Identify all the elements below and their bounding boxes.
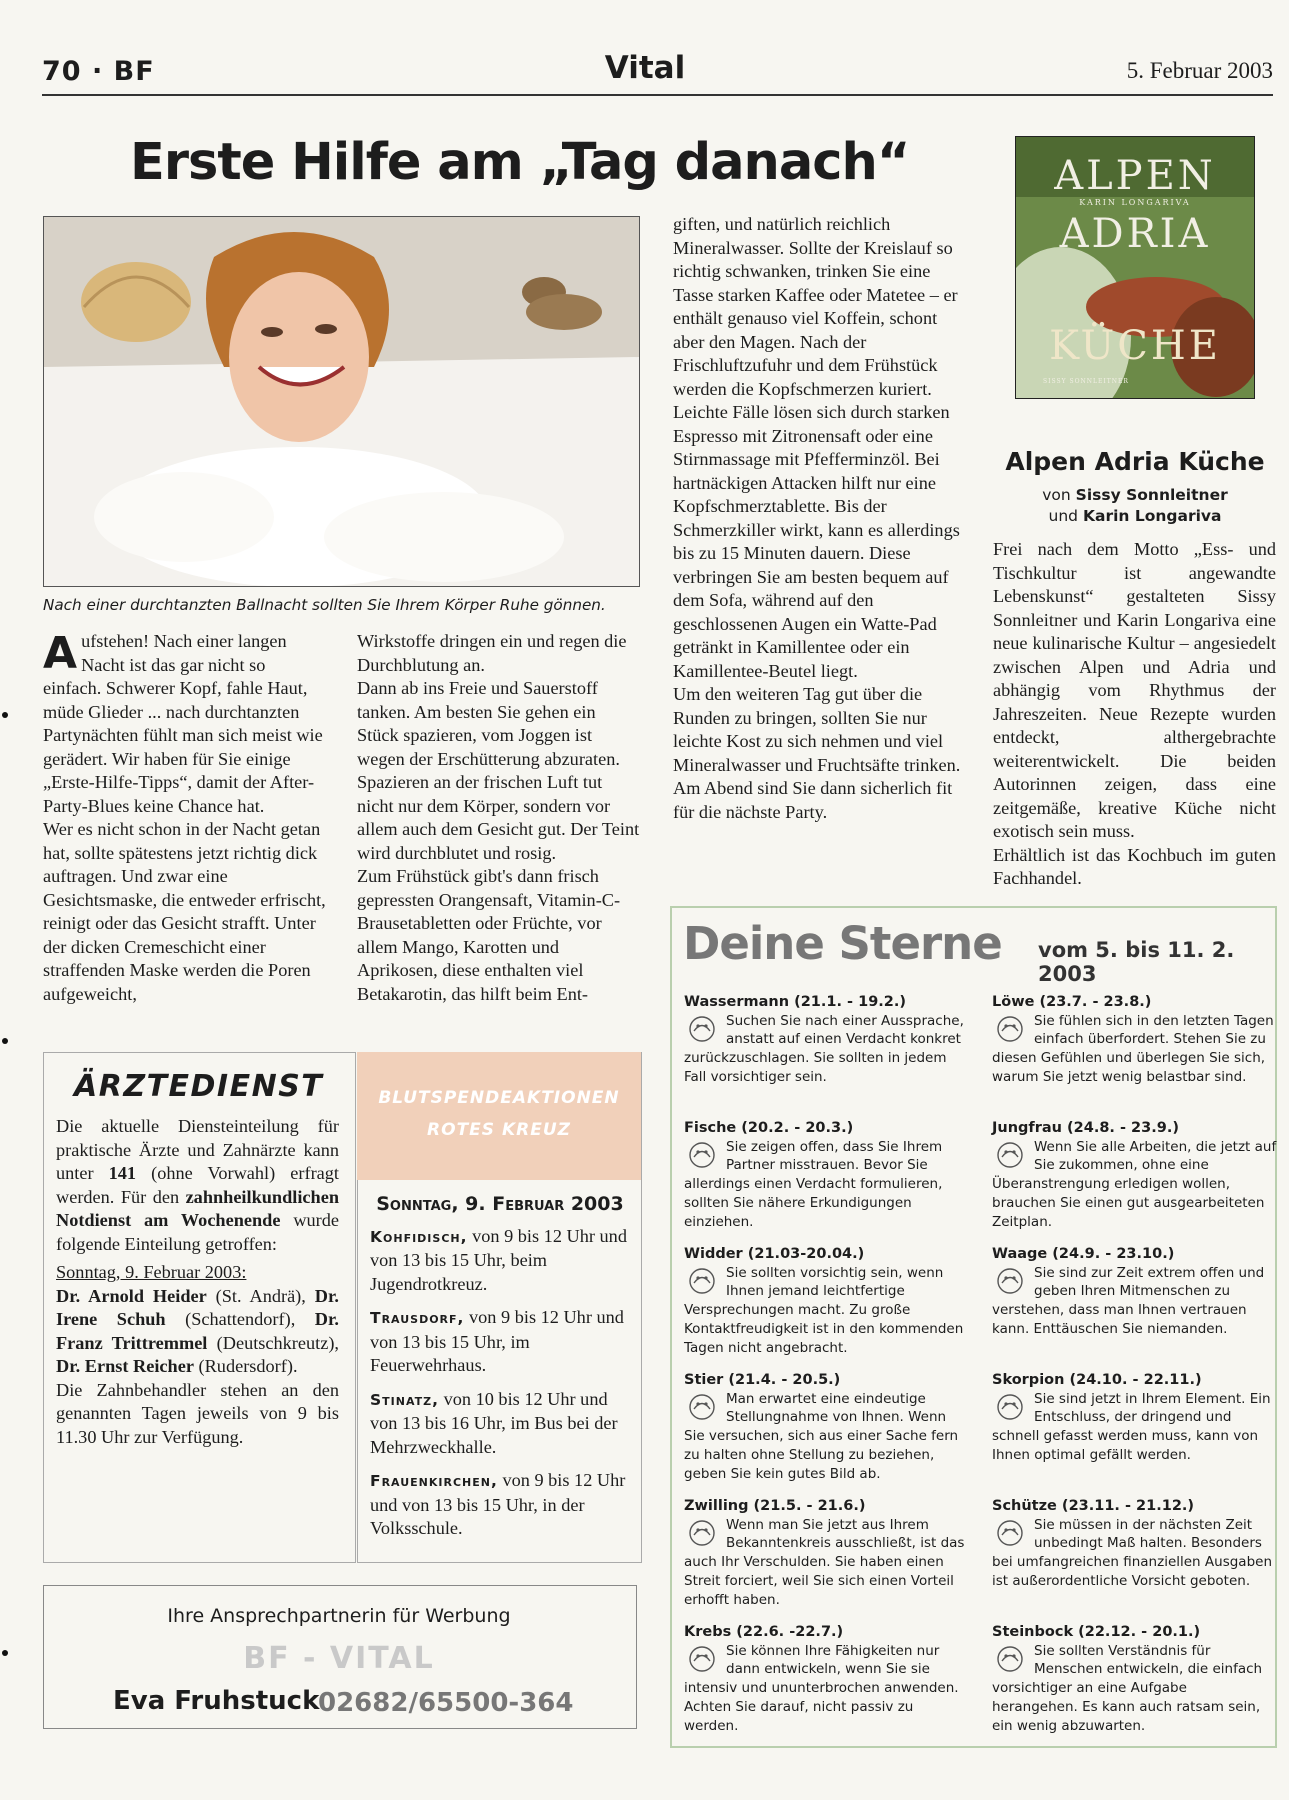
article-paragraph: ufstehen! Nach einer langen Nacht ist das gar nicht so einfach. Schwerer Kopf, fahle Haut, müde Glieder ... nach durchtanzten Partynächten fühlt man sich meist wie gerädert. Wir haben für Sie einige „Erste-Hilfe-Tipps“, damit der After-Party-Blues keine Chance hat.	[43, 631, 323, 816]
notdienst-label: zahnheilkundlichen Notdienst am Wochenende	[56, 1186, 339, 1230]
horoscope-sign	[992, 1623, 1277, 1735]
sign-text: Sie müssen in der nächsten Zeit unbedingt Maß halten. Besonders bei umfangreichen finanziellen Ausgaben ist außerordentliche Vorsicht geboten.	[992, 1516, 1272, 1589]
sign-text: Sie sollten Verständnis für Menschen entwickeln, die einfach vorsichtiger an eine Aufgabe herangehen. Es kann auch ratsam sein, ein wenig abzuwarten.	[992, 1642, 1263, 1734]
phone-number: 141	[108, 1163, 137, 1183]
book-availability: Erhältlich ist das Kochbuch im guten Fachhandel.	[993, 844, 1276, 888]
article-paragraph: Um den weiteren Tag gut über die Runden zu bringen, sollten Sie nur leichte Kost zu sich nehmen und viel Mineralwasser und Fruchtsäfte trinken.	[673, 684, 961, 775]
section-title: Vital	[604, 50, 686, 86]
book-cover-word-2: ADRIA	[1059, 211, 1211, 257]
horoscope-sign	[992, 1371, 1277, 1465]
book-cover-authors: KARIN LONGARIVA	[1079, 198, 1191, 207]
sign-name: Waage (24.9. - 23.10.)	[992, 1246, 1175, 1262]
article-paragraph: Wirkstoffe dringen ein und regen die Durchblutung an.	[357, 631, 627, 675]
ad-brand: BF - VITAL	[243, 1641, 435, 1676]
horoscope-sign	[992, 1119, 1277, 1231]
sign-text: Sie sind zur Zeit extrem offen und geben Ihren Mitmenschen zu verstehen, dass man Ihnen vertrauen kann. Enttäuschen Sie niemanden.	[992, 1264, 1265, 1337]
book-cover-word-1: ALPEN	[1054, 153, 1216, 199]
book-review-text: Frei nach dem Motto „Ess- und Tischkultur ist angewandte Lebenskunst“ gestalteten Sissy Sonnleitner und Karin Longariva eine neue kulinarische Kultur – angesiedelt zwischen Alpen und Adria und abhängig vom Rhythmus der Jahreszeiten. Neue Rezepte wurden entdeckt, althergebrachte weiterentwickelt. Die beiden Autorinnen zeigen, dass eine zeitgemäße, kreative Küche nicht exotisch sein muss.	[993, 539, 1276, 841]
sign-text: Wenn Sie alle Arbeiten, die jetzt auf Sie zukommen, ohne eine Überanstrengung erledigen wollen, brauchen Sie einen gut ausgearbeiteten Zeitplan.	[992, 1138, 1277, 1230]
aquarius-icon	[684, 1014, 720, 1044]
drop-cap: A	[43, 628, 78, 679]
blutspende-subtitle: ROTES KREUZ	[427, 1120, 571, 1140]
taurus-icon	[684, 1392, 720, 1422]
horoscope-sign	[684, 1245, 969, 1357]
blutspende-item: Kohfidisch, von 9 bis 12 Uhr und von 13 bis 15 Uhr, beim Jugendrotkreuz.	[370, 1225, 627, 1294]
ad-contact-phone: 02682/65500-364	[318, 1688, 574, 1718]
virgo-icon	[992, 1140, 1028, 1170]
article-column-3	[673, 213, 962, 824]
sign-name: Widder (21.03-20.04.)	[684, 1246, 865, 1262]
horoscope-sign	[992, 1497, 1277, 1591]
horoscope-sign	[684, 1623, 969, 1735]
sign-name: Skorpion (24.10. - 22.11.)	[992, 1372, 1202, 1388]
article-column-1	[43, 630, 326, 1006]
horoscope-sign	[684, 1497, 969, 1609]
horoscope-sign	[684, 993, 969, 1087]
libra-icon	[992, 1266, 1028, 1296]
book-cover	[1015, 136, 1255, 399]
blutspende-item: Frauenkirchen, von 9 bis 12 Uhr und von 13 bis 15 Uhr, in der Volksschule.	[370, 1470, 626, 1538]
ad-contact-name: Eva Fruhstuck	[113, 1686, 320, 1716]
book-author-line-2: und Karin Longariva	[1048, 507, 1222, 525]
photo-caption: Nach einer durchtanzten Ballnacht sollten Sie Ihrem Körper Ruhe gönnen.	[43, 596, 606, 614]
sign-name: Steinbock (22.12. - 20.1.)	[992, 1624, 1201, 1640]
horoscope-sign	[684, 1119, 969, 1231]
aerztedienst-text: Die aktuelle Diensteinteilung für praktische Ärzte und Zahnärzte kann unter 141 (ohne Vorwahl) erfragt werden. Für den zahnheilkundlichen Notdienst am Wochenende wurde folgende Einteilung getroffen: Sonntag, 9. Februar 2003: Dr. Arnold Heider (St. Andrä), Dr. Irene Schuh (Schattendorf), Dr. Franz Trittremmel (Deutschkreutz), Dr. Ernst Reicher (Rudersdorf). Die Zahnbehandler stehen an den genannten Tagen jeweils von 9 bis 11.30 Uhr zur Verfügung.	[56, 1115, 339, 1449]
sign-name: Schütze (23.11. - 21.12.)	[992, 1498, 1195, 1514]
sign-text: Sie sollten vorsichtig sein, wenn Ihnen jemand leichtfertige Versprechungen macht. Zu große Kontaktfreudigkeit ist in den kommenden Tagen nicht angebracht.	[684, 1264, 964, 1356]
scan-mark	[2, 1038, 8, 1044]
horoscope-sign	[684, 1371, 969, 1483]
blutspende-date: Sonntag, 9. Februar 2003	[376, 1193, 624, 1215]
sign-name: Stier (21.4. - 20.5.)	[684, 1372, 841, 1388]
sign-text: Man erwartet eine eindeutige Stellungnahme von Ihnen. Wenn Sie versuchen, sich aus einer Sache fern zu halten ohne Stellung zu beziehen, geben Sie kein gutes Bild ab.	[684, 1390, 959, 1482]
sign-name: Krebs (22.6. -22.7.)	[684, 1624, 844, 1640]
sign-text: Sie sind jetzt in Ihrem Element. Ein Entschluss, der dringend und schnell gefasst werden muss, kann von Ihnen optimal gefällt werden.	[992, 1390, 1271, 1463]
scorpio-icon	[992, 1392, 1028, 1422]
book-review	[993, 538, 1276, 891]
horoscope-sign	[992, 1245, 1277, 1339]
ad-contact-label: Ihre Ansprechpartnerin für Werbung	[167, 1605, 511, 1627]
aries-icon	[684, 1266, 720, 1296]
capricorn-icon	[992, 1644, 1028, 1674]
sign-text: Suchen Sie nach einer Aussprache, anstatt auf einen Verdacht konkret zurückzuschlagen. Sie sollten in jedem Fall vorsichtiger sein.	[684, 1012, 964, 1085]
leo-icon	[992, 1014, 1028, 1044]
header-rule	[42, 94, 1273, 96]
sign-name: Wassermann (21.1. - 19.2.)	[684, 994, 907, 1010]
aerztedienst-outro: Die Zahnbehandler stehen an den genannten Tagen jeweils von 9 bis 11.30 Uhr zur Verfügung.	[56, 1379, 339, 1447]
sign-name: Löwe (23.7. - 23.8.)	[992, 994, 1152, 1010]
article-paragraph: Zum Frühstück gibt's dann frisch gepressten Orangensaft, Vitamin-C-Brausetabletten oder Früchte, vor allem Mango, Karotten und Aprikosen, diese enthalten viel Betakarotin, das hilft beim Ent-	[357, 866, 621, 1004]
blutspende-title: BLUTSPENDEAKTIONEN	[378, 1088, 620, 1108]
gemini-icon	[684, 1518, 720, 1548]
book-author: Karin Longariva	[1082, 507, 1222, 525]
horoscope-title: Deine Sterne	[683, 917, 1002, 970]
sagittarius-icon	[992, 1518, 1028, 1548]
horoscope-date-range: vom 5. bis 11. 2. 2003	[1038, 938, 1235, 986]
sign-text: Sie fühlen sich in den letzten Tagen einfach überfordert. Stehen Sie zu diesen Gefühlen und überlegen Sie sich, warum Sie jetzt wenig belastbar sind.	[992, 1012, 1274, 1085]
book-author: Sissy Sonnleitner	[1075, 486, 1228, 504]
article-column-2	[357, 630, 640, 1006]
cancer-icon	[684, 1644, 720, 1674]
blutspende-list	[370, 1193, 630, 1541]
book-cover-word-3: KÜCHE	[1049, 323, 1221, 369]
sign-name: Fische (20.2. - 20.3.)	[684, 1120, 854, 1136]
article-paragraph: Am Abend sind Sie dann sicherlich fit für die nächste Party.	[673, 778, 953, 822]
duty-date: Sonntag, 9. Februar 2003:	[56, 1262, 247, 1282]
page-number: 70 · BF	[42, 56, 155, 87]
article-paragraph: Wer es nicht schon in der Nacht getan hat, sollte spätestens jetzt richtig dick auftragen. Und zwar eine Gesichtsmaske, die entweder erfrischt, reinigt oder das Gesicht strafft. Unter der dicken Cremeschicht einer straffenden Maske werden die Poren aufgeweicht,	[43, 819, 326, 1004]
issue-date: 5. Februar 2003	[1126, 58, 1273, 83]
article-headline: Erste Hilfe am „Tag danach“	[130, 133, 910, 192]
article-paragraph: Dann ab ins Freie und Sauerstoff tanken. Am besten Sie gehen ein Stück spazieren, vom Joggen ist wegen der Erschütterung abzuraten. Spazieren an der frischen Luft tut nicht nur dem Körper, sondern vor allem auch dem Gesicht gut. Der Teint wird durchblutet und rosig.	[357, 678, 640, 863]
horoscope-sign	[992, 993, 1277, 1087]
blutspende-item: Stinatz, von 10 bis 12 Uhr und von 13 bis 16 Uhr, im Bus bei der Mehrzweckhalle.	[370, 1388, 618, 1457]
sign-text: Sie können Ihre Fähigkeiten nur dann entwickeln, wenn Sie sie intensiv und ununterbrochen anwenden. Achten Sie darauf, nicht passiv zu werden.	[684, 1642, 959, 1734]
aerztedienst-title: ÄRZTEDIENST	[74, 1069, 324, 1104]
scan-mark	[2, 712, 8, 718]
book-author-line-1: von Sissy Sonnleitner	[1042, 486, 1228, 504]
article-photo	[43, 216, 640, 587]
sign-name: Jungfrau (24.8. - 23.9.)	[992, 1120, 1179, 1136]
book-cover-author: SISSY SONNLEITNER	[1043, 378, 1129, 385]
article-paragraph: giften, und natürlich reichlich Mineralwasser. Sollte der Kreislauf so richtig schwanken, trinken Sie eine Tasse starken Kaffee oder Matetee – er enthält genauso viel Koffein, schont aber den Magen. Nach der Frischluftzufuhr und dem Frühstück werden die Kopfschmerzen kuriert. Leichte Fälle lösen sich durch starken Espresso mit Zitronensaft oder eine Stirnmassage mit Pfefferminzöl. Bei hartnäckigen Attacken hilft nur eine Kopfschmerztablette. Bis der Schmerzkiller wirkt, kann es allerdings bis zu 15 Minuten dauern. Diese verbringen Sie am besten bequem auf dem Sofa, während auf den geschlossenen Augen ein Watte-Pad getränkt in Kamillentee oder ein Kamillentee-Beutel liegt.	[673, 214, 960, 681]
pisces-icon	[684, 1140, 720, 1170]
scan-mark	[2, 1650, 8, 1656]
blutspende-item: Trausdorf, von 9 bis 12 Uhr und von 13 bis 15 Uhr, im Feuerwehrhaus.	[370, 1307, 624, 1375]
sign-text: Sie zeigen offen, dass Sie Ihrem Partner misstrauen. Bevor Sie allerdings einen Verdacht formulieren, sollten Sie nähere Erkundigungen einziehen.	[684, 1138, 943, 1230]
blutspende-header-band	[357, 1052, 641, 1180]
book-title: Alpen Adria Küche	[1005, 447, 1265, 476]
sign-name: Zwilling (21.5. - 21.6.)	[684, 1498, 866, 1514]
sign-text: Wenn man Sie jetzt aus Ihrem Bekanntenkreis ausschließt, ist das auch Ihr Verschulden. Sie haben einen Streit forciert, weil Sie sich einen Vorteil erhofft haben.	[684, 1516, 965, 1608]
